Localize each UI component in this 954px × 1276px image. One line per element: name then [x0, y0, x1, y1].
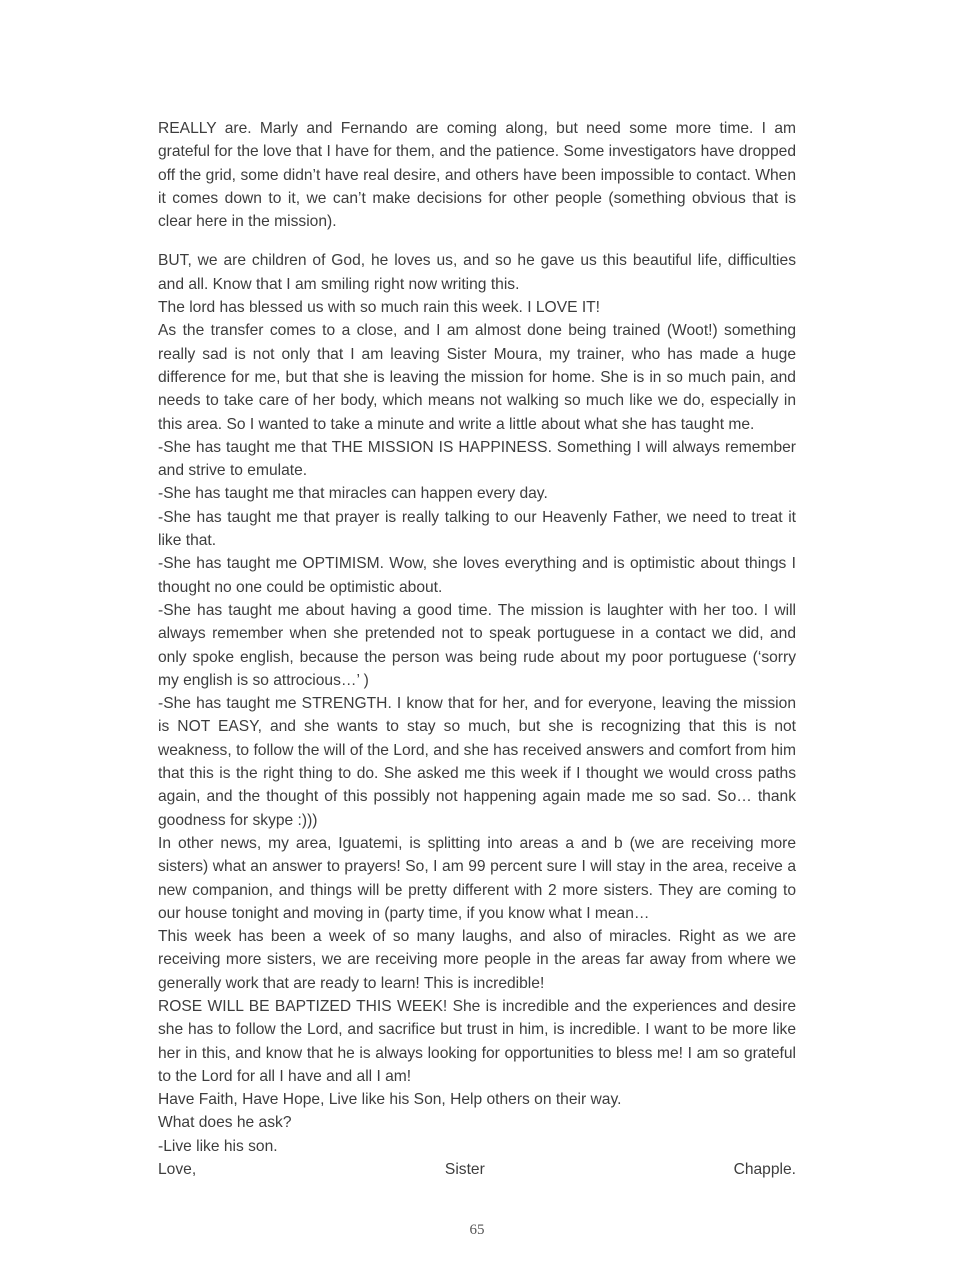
paragraph-investigators: REALLY are. Marly and Fernando are coming along, but need some more time. I am grateful for the love that I have for them, and the patience. Some investigators have dropped off the grid, some didn’t have real desire, and others have been impossible to contact. When it comes down to it, we can’t make decisions for other people (something obvious that is clear here in the mission). [158, 120, 796, 231]
page-number: 65 [469, 1222, 485, 1238]
taught-item-happiness: -She has taught me that THE MISSION IS HAPPINESS. Something I will always remember and strive to emulate. [158, 438, 796, 480]
paragraph-children-of-god: BUT, we are children of God, he loves us, and so he gave us this beautiful life, difficulties and all. Know that I am smiling right now writing this. [158, 252, 796, 293]
letter-body [158, 117, 796, 1181]
letter-signoff [158, 1158, 796, 1181]
paragraph-what-does-he-ask: What does he ask? [158, 1114, 292, 1132]
signoff-name: Chapple. [733, 1161, 796, 1179]
paragraph-laughs-miracles: This week has been a week of so many laughs, and also of miracles. Right as we are receiving more sisters, we are receiving more people in the areas far away from where we generally work that are ready to learn! This is incredible! [158, 928, 796, 992]
paragraph-other-news: In other news, my area, Iguatemi, is splitting into areas a and b (we are receiving more sisters) what an answer to prayers! So, I am 99 percent sure I will stay in the area, receive a new companion, and things will be pretty different with 2 more sisters. They are coming to our house tonight and moving in (party time, if you know what I mean… [158, 834, 796, 922]
paragraph-rain: The lord has blessed us with so much rain this week. I LOVE IT! [158, 299, 601, 317]
taught-item-prayer: -She has taught me that prayer is really talking to our Heavenly Father, we need to treat it like that. [158, 508, 796, 550]
signoff-love: Love, [158, 1161, 197, 1179]
taught-item-good-time: -She has taught me about having a good time. The mission is laughter with her too. I will always remember when she pretended not to speak portuguese in a contact we did, and only spoke english, because the person was being rude about my poor portuguese (‘sorry my english is so attrocious…’ ) [158, 601, 796, 689]
paragraph-transfer: As the transfer comes to a close, and I am almost done being trained (Woot!) something really sad is not only that I am leaving Sister Moura, my trainer, who has made a huge difference for me, but that she is leaving the mission for home. She is in so much pain, and needs to take care of her body, which means not walking so much like we do, especially in this area. So I wanted to take a minute and write a little about what she has taught me. [158, 322, 796, 433]
taught-item-optimism: -She has taught me OPTIMISM. Wow, she loves everything and is optimistic about things I thought no one could be optimistic about. [158, 555, 796, 596]
paragraph-gap [158, 233, 796, 249]
taught-item-strength: -She has taught me STRENGTH. I know that for her, and for everyone, leaving the mission is NOT EASY, and she wants to stay so much, but she is recognizing that this is not weakness, to follow the will of the Lord, and she has received answers and comfort from him that this is the right thing to do. She asked me this week if I thought we would cross paths again, and the thought of this possibly not happening again made me so sad. So… thank goodness for skype :))) [158, 695, 796, 829]
signoff-sister: Sister [444, 1161, 485, 1179]
paragraph-have-faith: Have Faith, Have Hope, Live like his Son, Help others on their way. [158, 1091, 622, 1109]
taught-item-miracles: -She has taught me that miracles can happen every day. [158, 485, 548, 503]
paragraph-live-like-son: -Live like his son. [158, 1137, 278, 1155]
paragraph-rose-baptism: ROSE WILL BE BAPTIZED THIS WEEK! She is incredible and the experiences and desire she has to follow the Lord, and sacrifice but trust in him, is incredible. I want to be more like her in this, and know that he is always looking for opportunities to bless me! I am so grateful to the Lord for all I have and all I am! [158, 997, 796, 1085]
